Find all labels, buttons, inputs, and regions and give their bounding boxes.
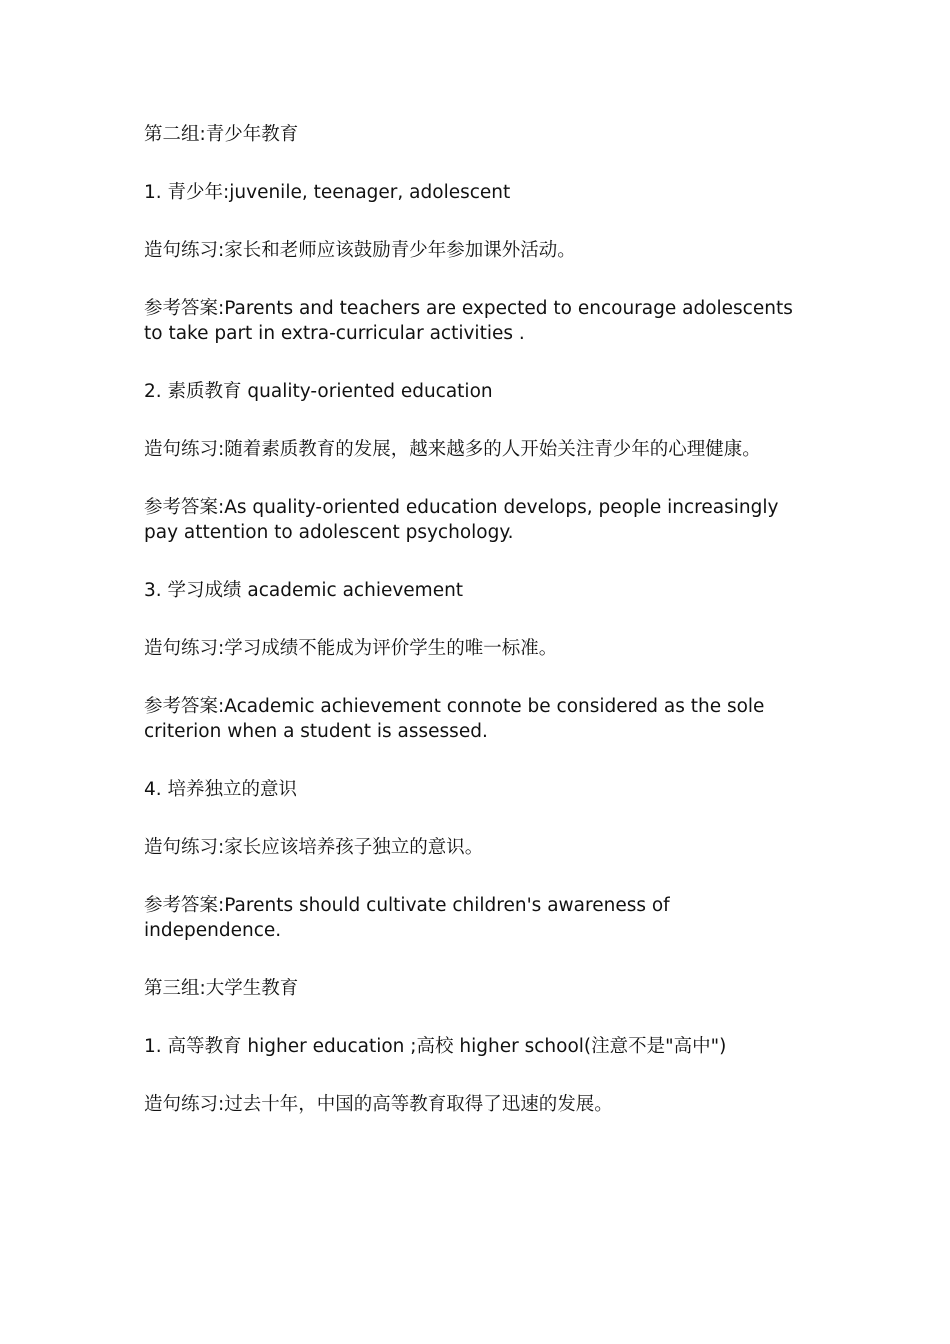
practice-sentence-5: 造句练习:过去十年，中国的高等教育取得了迅速的发展。 bbox=[144, 1094, 613, 1115]
document-body bbox=[144, 122, 794, 1150]
section-heading-group-2: 第二组:青少年教育 bbox=[144, 124, 299, 145]
term-4-independence: 4. 培养独立的意识 bbox=[144, 779, 298, 800]
practice-sentence-3: 造句练习:学习成绩不能成为评价学生的唯一标准。 bbox=[144, 638, 558, 659]
reference-answer-1: 参考答案:Parents and teachers are expected to encourage adolescents to take part in extra-curricular activities . bbox=[144, 298, 793, 344]
reference-answer-2: 参考答案:As quality-oriented education develops, people increasingly pay attention to adolescent psychology. bbox=[144, 497, 779, 543]
section-heading-group-3: 第三组:大学生教育 bbox=[144, 978, 299, 999]
term-1-juvenile: 1. 青少年:juvenile, teenager, adolescent bbox=[144, 182, 511, 203]
practice-sentence-1: 造句练习:家长和老师应该鼓励青少年参加课外活动。 bbox=[144, 240, 576, 261]
practice-sentence-2: 造句练习:随着素质教育的发展，越来越多的人开始关注青少年的心理健康。 bbox=[144, 439, 761, 460]
reference-answer-4: 参考答案:Parents should cultivate children's awareness of independence. bbox=[144, 895, 670, 941]
term-2-quality-education: 2. 素质教育 quality-oriented education bbox=[144, 381, 493, 402]
reference-answer-3: 参考答案:Academic achievement connote be considered as the sole criterion when a student is assessed. bbox=[144, 696, 765, 742]
term-3-academic-achievement: 3. 学习成绩 academic achievement bbox=[144, 580, 464, 601]
practice-sentence-4: 造句练习:家长应该培养孩子独立的意识。 bbox=[144, 837, 484, 858]
term-5-higher-education: 1. 高等教育 higher education ;高校 higher school(注意不是"高中") bbox=[144, 1036, 727, 1057]
